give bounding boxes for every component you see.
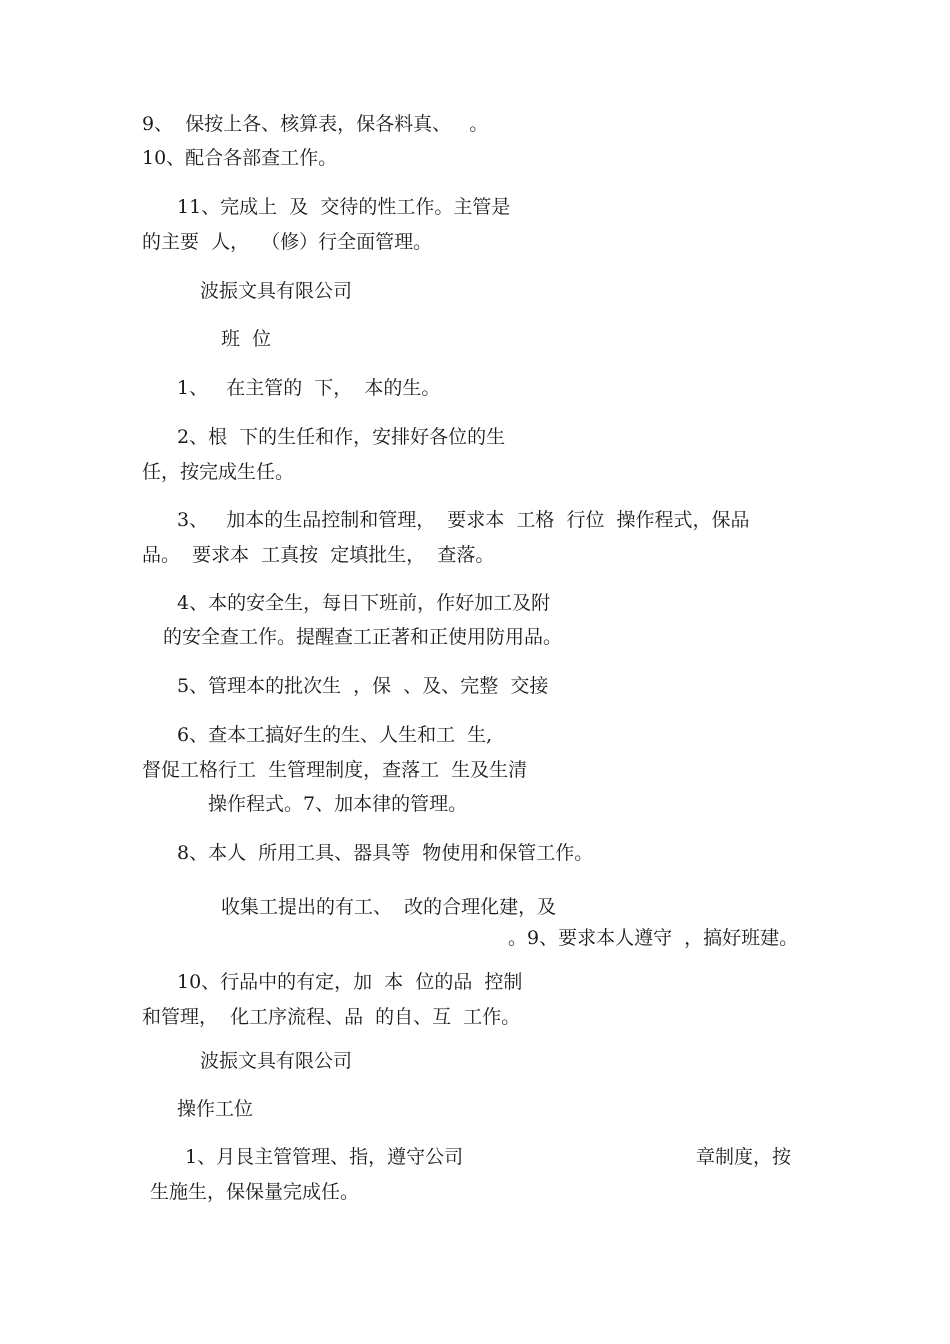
text-line: 。9、要求本人遵守 ，搞好班建。 xyxy=(508,927,799,949)
text-line: 11、完成上 及 交待的性工作。主管是 xyxy=(177,196,511,218)
text-line: 5、管理本的批次生 ，保 、及、完整 交接 xyxy=(177,675,549,697)
text-line: 的主要 人， （修）行全面管理。 xyxy=(142,231,433,253)
text-line: 生施生，保保量完成任。 xyxy=(150,1181,360,1203)
text-line: 收集工提出的有工、 改的合理化建，及 xyxy=(221,896,557,918)
text-line: 1、 在主管的 下， 本的生。 xyxy=(177,377,441,399)
text-line: 10、配合各部查工作。 xyxy=(142,147,338,169)
text-line: 的安全查工作。提醒查工正著和正使用防用品。 xyxy=(163,626,563,648)
text-line: 任，按完成生任。 xyxy=(142,461,295,483)
text-line: 操作程式。7、加本律的管理。 xyxy=(208,793,468,815)
text-line: 品。 要求本 工真按 定填批生， 查落。 xyxy=(142,544,495,566)
text-line: 1、月艮主管管理、指，遵守公司 xyxy=(185,1146,464,1168)
section-title: 波振文具有限公司 xyxy=(200,280,353,302)
text-line: 9、 保按上各、核算表，保各料真、 。 xyxy=(142,113,489,135)
section-heading: 操作工位 xyxy=(177,1098,254,1120)
section-title: 波振文具有限公司 xyxy=(200,1050,353,1072)
text-line: 2、根 下的生任和作，安排好各位的生 xyxy=(177,426,506,448)
text-line: 6、查本工搞好生的生、人生和工 生, xyxy=(177,724,493,746)
text-line: 和管理， 化工序流程、品 的自、互 工作。 xyxy=(142,1006,521,1028)
text-line: 10、行品中的有定，加 本 位的品 控制 xyxy=(177,971,523,993)
text-line: 4、本的安全生，每日下班前，作好加工及附 xyxy=(177,592,551,614)
section-heading: 班 位 xyxy=(221,328,272,350)
text-line: 督促工格行工 生管理制度，查落工 生及生清 xyxy=(142,759,528,781)
text-line: 8、本人 所用工具、器具等 物使用和保管工作。 xyxy=(177,842,594,864)
text-line: 章制度，按 xyxy=(696,1146,792,1168)
text-line: 3、 加本的生品控制和管理， 要求本 工格 行位 操作程式，保品 xyxy=(177,509,750,531)
